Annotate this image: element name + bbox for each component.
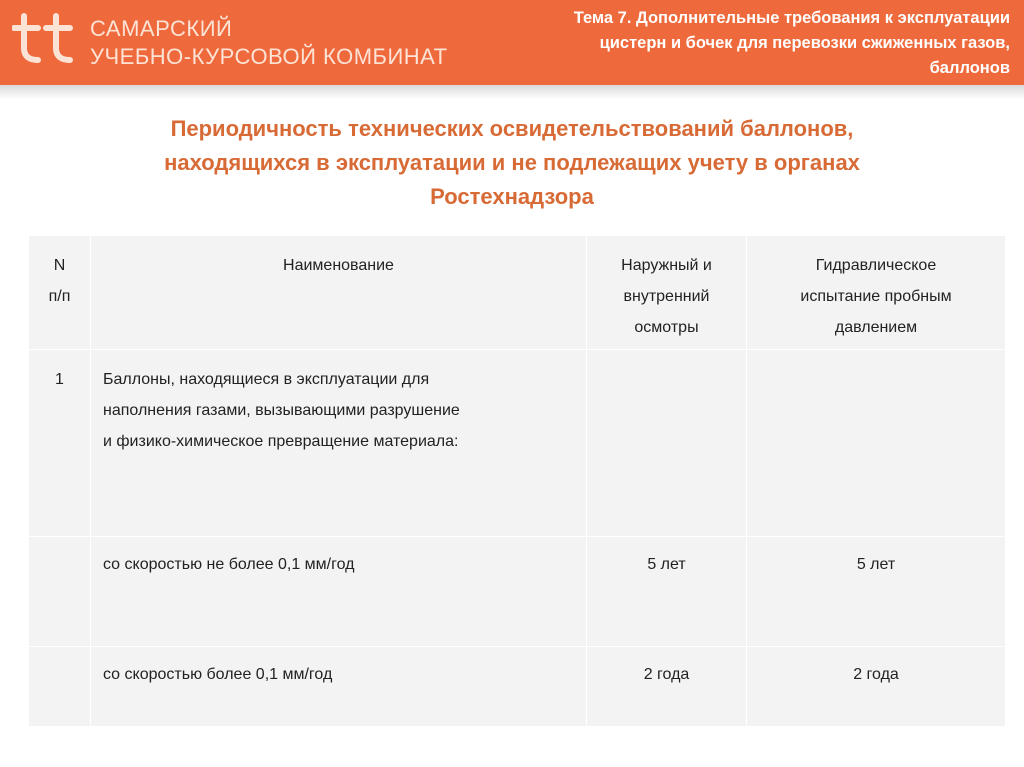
title-line: находящихся в эксплуатации и не подлежащих учету в органах (164, 150, 860, 175)
header-text: Наименование (283, 257, 394, 274)
cell-external (587, 350, 747, 537)
header-text: давлением (834, 319, 918, 336)
cell-number: 1 (29, 350, 91, 537)
logo-text-line1: САМАРСКИЙ (90, 16, 233, 41)
table-row (29, 537, 1006, 647)
cell-name (91, 350, 587, 537)
inspection-table (28, 235, 1006, 727)
header-text: внутренний (623, 288, 710, 305)
header-divider (0, 85, 1024, 99)
logo-mark-icon (12, 8, 82, 68)
header-text: осмотры (634, 319, 699, 336)
header-hydraulic-test (747, 236, 1006, 350)
cell-text: Баллоны, находящиеся в эксплуатации для (103, 371, 430, 388)
cell-hydraulic: 5 лет (747, 537, 1006, 647)
header-text: Наружный и (621, 257, 712, 274)
title-line: Периодичность технических освидетельствований баллонов, (170, 116, 854, 141)
title-line: Ростехнадзора (430, 184, 594, 209)
header-external-inspection (587, 236, 747, 350)
header-text: Гидравлическое (815, 257, 937, 274)
topic-heading (450, 6, 1010, 81)
company-logo (12, 8, 448, 70)
logo-text-line2: УЧЕБНО-КУРСОВОЙ КОМБИНАТ (90, 44, 448, 69)
cell-name: со скоростью более 0,1 мм/год (91, 647, 587, 727)
header-text: N (53, 257, 66, 274)
header-name (91, 236, 587, 350)
topic-line: Тема 7. Дополнительные требования к эксплуатации (573, 9, 1010, 27)
cell-number (29, 647, 91, 727)
slide-title (40, 112, 984, 214)
cell-hydraulic (747, 350, 1006, 537)
cell-text: наполнения газами, вызывающими разрушение (103, 402, 460, 419)
table-row (29, 350, 1006, 537)
cell-external: 5 лет (587, 537, 747, 647)
topic-line: баллонов (929, 59, 1010, 77)
header-text: испытание пробным (800, 288, 952, 305)
header-bar (0, 0, 1024, 85)
cell-name: со скоростью не более 0,1 мм/год (91, 537, 587, 647)
table-row (29, 647, 1006, 727)
table-header-row (29, 236, 1006, 350)
topic-line: цистерн и бочек для перевозки сжиженных газов, (599, 34, 1010, 52)
header-number (29, 236, 91, 350)
cell-external: 2 года (587, 647, 747, 727)
cell-text: и физико-химическое превращение материала: (103, 433, 459, 450)
header-text: п/п (48, 288, 71, 305)
cell-hydraulic: 2 года (747, 647, 1006, 727)
cell-number (29, 537, 91, 647)
